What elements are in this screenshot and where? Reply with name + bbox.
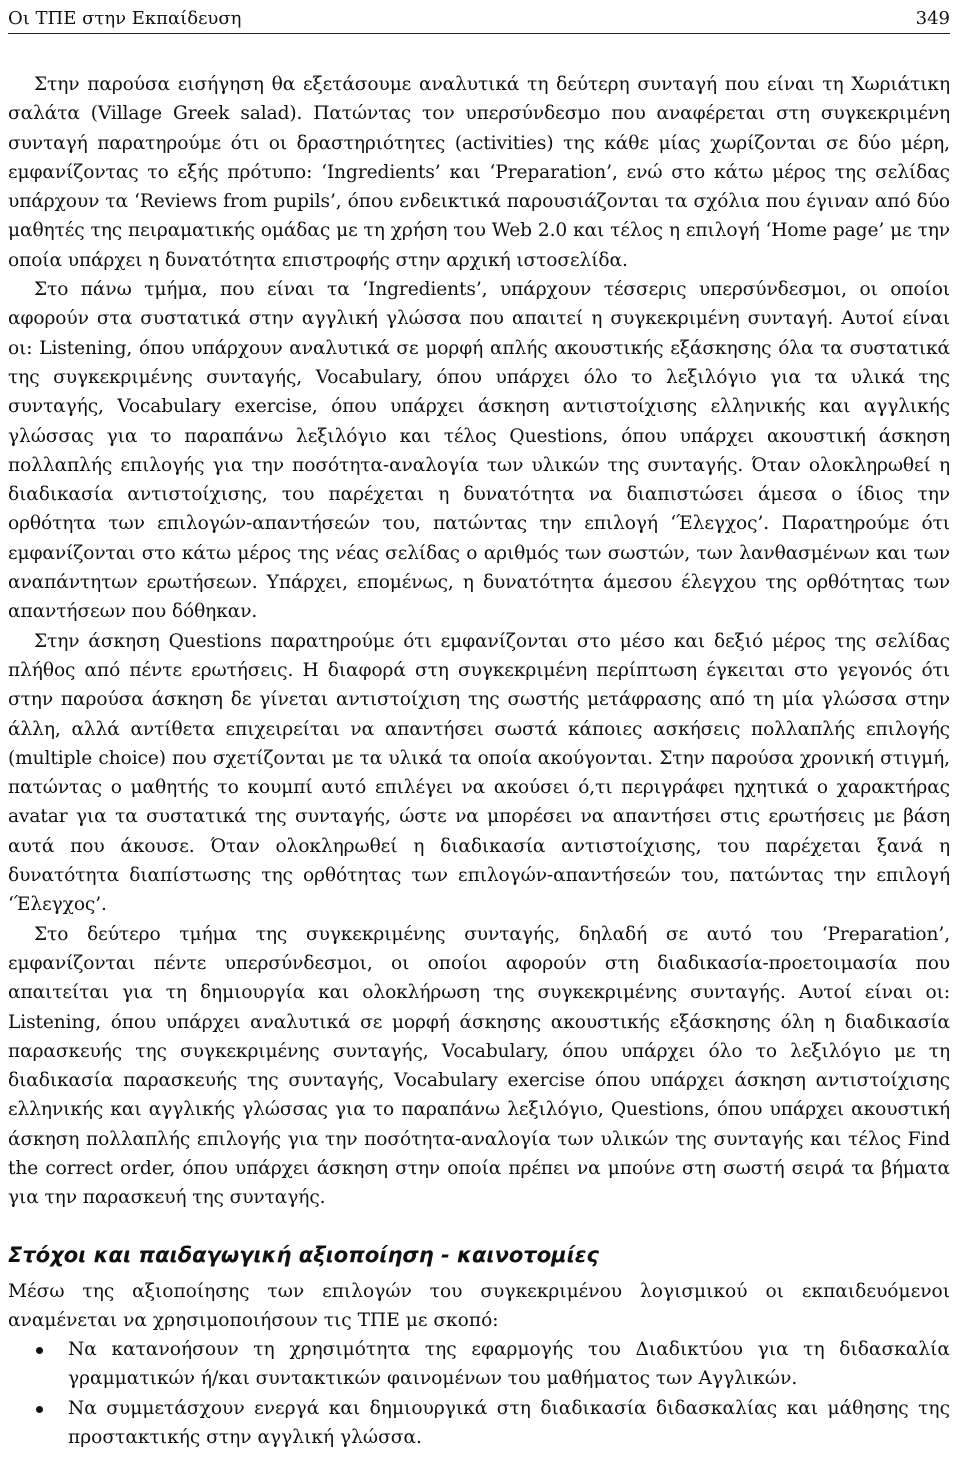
paragraph-1: Στην παρούσα εισήγηση θα εξετάσουμε αναλυτικά τη δεύτερη συνταγή που είναι τη Χωριάτικη σαλάτα (Village Greek salad). Πατώντας τον υπερσύνδεσμο που αναφέρεται στη συγκεκριμένη συνταγή παρατηρούμε ότι οι δραστηριότητες (activities) της κάθε μίας χωρίζονται σε δύο μέρη, εμφανίζοντας το εξής πρότυπο: ‘Ingredients’ και ‘Preparation’, ενώ στο κάτω μέρος της σελίδας υπάρχουν τα ‘Reviews from pupils’, όπου ενδεικτικά παρουσιάζονται τα σχόλια που έγιναν από δύο μαθητές της πειραματικής ομάδας με τη χρήση του Web 2.0 και τέλος η επιλογή ‘Home page’ με την οποία υπάρχει η δυνατότητα επιστροφής στην αρχική ιστοσελίδα. (8, 74, 950, 271)
paragraph-3: Στην άσκηση Questions παρατηρούμε ότι εμφανίζονται στο μέσο και δεξιό μέρος της σελίδας πλήθος από πέντε ερωτήσεις. Η διαφορά στη συγκεκριμένη περίπτωση έγκειται στο γεγονός ότι στην παρούσα άσκηση δε γίνεται αντιστοίχιση της σωστής μετάφρασης από τη μία γλώσσα στην άλλη, αλλά αντίθετα επιχειρείται να απαντήσει σωστά κάποιες ασκήσεις πολλαπλής επιλογής (multiple choice) που σχετίζονται με τα υλικά τα οποία ακούγονται. Στην παρούσα χρονική στιγμή, πατώντας ο μαθητής το κουμπί αυτό επιλέγει να ακούσει ό,τι περιγράφει ηχητικά ο χαρακτήρας avatar για τα συστατικά της συνταγής, ώστε να μπορέσει να απαντήσει στις ερωτήσεις με βάση αυτά που άκουσε. Όταν ολοκληρωθεί η διαδικασία αντιστοίχισης, του παρέχεται ξανά η δυνατότητα διαπίστωσης της ορθότητας των επιλογών-απαντήσεών του, πατώντας την επιλογή ‘Έλεγχος’. (8, 630, 950, 916)
section-intro: Μέσω της αξιοποίησης των επιλογών του συγκεκριμένου λογισμικού οι εκπαιδευόμενοι αναμένεται να χρησιμοποιήσουν τις ΤΠΕ με σκοπό: (8, 1280, 950, 1331)
section-heading: Στόχοι και παιδαγωγική αξιοποίηση - καινοτομίες (8, 1242, 599, 1267)
list-item (36, 1335, 950, 1394)
running-header (8, 0, 950, 34)
list-item-text: Να κατανοήσουν τη χρησιμότητα της εφαρμογής του Διαδικτύου για τη διδασκαλία γραμματικών ή/και συντακτικών φαινομένων του μαθήματος των Αγγλικών. (68, 1339, 950, 1390)
body-text (8, 70, 950, 1213)
bullet-icon (36, 1406, 43, 1413)
bullet-icon (36, 1347, 43, 1354)
paragraph-4: Στο δεύτερο τμήμα της συγκεκριμένης συνταγής, δηλαδή σε αυτό του ‘Preparation’, εμφανίζονται πέντε υπερσύνδεσμοι, οι οποίοι αφορούν στη διαδικασία-προετοιμασία που απαιτείται για τη δημιουργία και ολοκλήρωση της συγκεκριμένης συνταγής. Αυτοί είναι οι: Listening, όπου υπάρχει αναλυτικά σε μορφή άσκησης ακουστικής εξάσκησης όλη η διαδικασία παρασκευής της συγκεκριμένης συνταγής, Vocabulary, όπου υπάρχει όλο το λεξιλόγιο με τη διαδικασία παρασκευής της συνταγής, Vocabulary exercise όπου υπάρχει άσκηση αντιστοίχισης ελληνικής και αγγλικής γλώσσας για το παραπάνω λεξιλόγιο, Questions, όπου υπάρχει ακουστική άσκηση πολλαπλής επιλογής για την ποσότητα-αναλογία των υλικών της συνταγής και τέλος Find the correct order, όπου υπάρχει άσκηση στην οποία πρέπει να μπούνε στη σωστή σειρά τα βήματα για την παρασκευή της συνταγής. (8, 923, 950, 1209)
page-number: 349 (915, 8, 950, 29)
list-item (36, 1394, 950, 1453)
journal-title: Οι ΤΠΕ στην Εκπαίδευση (8, 8, 242, 29)
list-item-text: Να συμμετάσχουν ενεργά και δημιουργικά στη διαδικασία διδασκαλίας και μάθησης της προστακτικής στην αγγλική γλώσσα. (68, 1397, 950, 1449)
paragraph-2: Στο πάνω τμήμα, που είναι τα ‘Ingredients’, υπάρχουν τέσσερις υπερσύνδεσμοι, οι οποίοι αφορούν στα συστατικά στην αγγλική γλώσσα που απαιτεί η συγκεκριμένη συνταγή. Αυτοί είναι οι: Listening, όπου υπάρχουν αναλυτικά σε μορφή απλής ακουστικής εξάσκησης όλα τα συστατικά της συγκεκριμένης συνταγής, Vocabulary, όπου υπάρχει όλο το λεξιλόγιο για τα υλικά της συνταγής, Vocabulary exercise, όπου υπάρχει άσκηση αντιστοίχισης ελληνικής και αγγλικής γλώσσας για το παραπάνω λεξιλόγιο και τέλος Questions, όπου υπάρχει ακουστική άσκηση πολλαπλής επιλογής για την ποσότητα-αναλογία των υλικών της συνταγής. Όταν ολοκληρωθεί η διαδικασία αντιστοίχισης, του παρέχεται η δυνατότητα να διαπιστώσει άμεσα ο ίδιος την ορθότητα των επιλογών-απαντήσεών του, πατώντας την επιλογή ‘Έλεγχος’. Παρατηρούμε ότι εμφανίζονται στο κάτω μέρος της νέας σελίδας ο αριθμός των σωστών, των λανθασμένων και των αναπάντητων ερωτήσεων. Υπάρχει, επομένως, η δυνατότητα άμεσου έλεγχου της ορθότητας των απαντήσεων που δόθηκαν. (8, 279, 950, 623)
goals-list (8, 1335, 950, 1452)
